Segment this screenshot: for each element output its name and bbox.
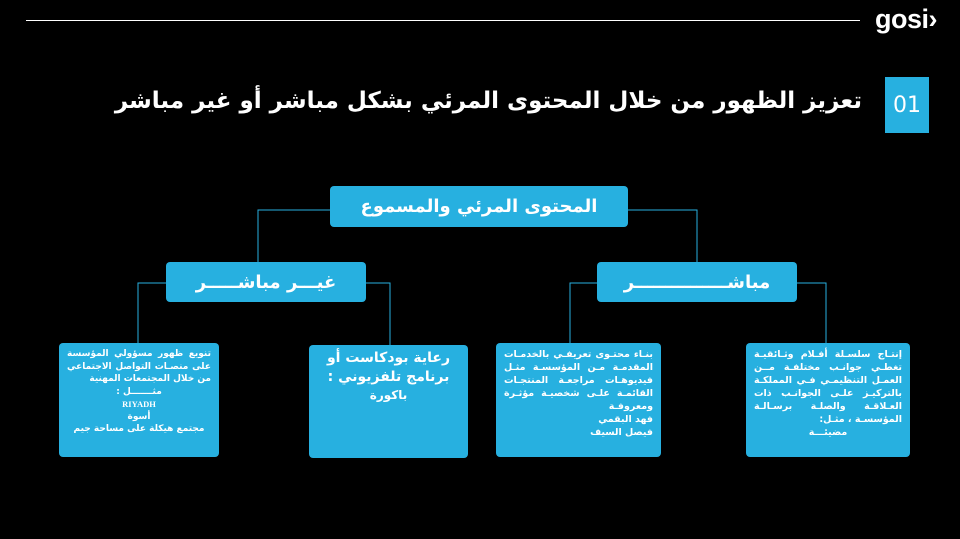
branch-direct	[597, 262, 797, 302]
section-number: 01	[885, 77, 929, 133]
leaf-indirect-social-text: تنويع ظهور مسؤولي المؤسسة على منصـات التواصل الاجتماعي من خلال المجتمعات المهنية	[67, 349, 211, 384]
leaf-direct-product-name: فيصل السيف	[590, 427, 653, 438]
leaf-indirect-podcast-example: باكورة	[369, 388, 408, 402]
connector-direct-left	[570, 283, 597, 343]
connector-root-left	[258, 210, 330, 262]
gosi-logo: gosi›	[875, 4, 937, 34]
leaf-indirect-podcast-text: رعاية بودكاست أو برنامج تلفزيوني :	[326, 350, 451, 385]
leaf-direct-product	[496, 343, 661, 457]
page-title: تعزيز الظهور من خلال المحتوى المرئي بشكل مباشر أو غير مباشر	[114, 88, 862, 114]
branch-indirect	[166, 262, 366, 302]
branch-indirect-label: غيـــر مباشـــــر	[195, 271, 337, 293]
leaf-direct-product-name: فهد البقمي	[598, 414, 653, 425]
root-node	[330, 186, 628, 227]
leaf-indirect-social-item: مجتمع هيكلة على مساحة جيم	[73, 424, 205, 434]
leaf-direct-documentary-text: إنتـاج سلسـلة أفـلام وثـائقيـة تغطـي جوانـب مختلفـة مــن العمـل التنظيمـي فـي المملكـة بالتركيـز علـى الجوانـب ذات العـلاقـة والصلـة برسـالـة المؤسسـة ، مثـل:	[754, 349, 902, 425]
leaf-direct-documentary	[746, 343, 910, 457]
connector-indirect-right	[366, 283, 390, 345]
leaf-direct-product-text: بنـاء محتـوى تعريفـي بالخدمـات المقدمـة مـن المؤسسـة مثـل فيديوهـات مراجعـة المنتجـات القائمـة علـى شخصيـة مؤثـرة ومعروفـة	[504, 349, 653, 412]
leaf-indirect-podcast	[309, 345, 468, 458]
connector-root-right	[628, 210, 697, 262]
leaf-indirect-social-example: مثـــــــل :	[116, 386, 162, 397]
root-label: المحتوى المرئي والمسموع	[360, 196, 598, 217]
branch-direct-label: مباشـــــــــــــــر	[623, 271, 771, 293]
leaf-direct-documentary-example: مضيئـــة	[808, 427, 848, 438]
leaf-indirect-social	[59, 343, 219, 457]
riyadh-label: RIYADH	[122, 399, 156, 409]
connector-direct-right	[797, 283, 826, 343]
leaf-indirect-social-item: أسوة	[127, 411, 151, 422]
connector-indirect-left	[138, 283, 166, 343]
